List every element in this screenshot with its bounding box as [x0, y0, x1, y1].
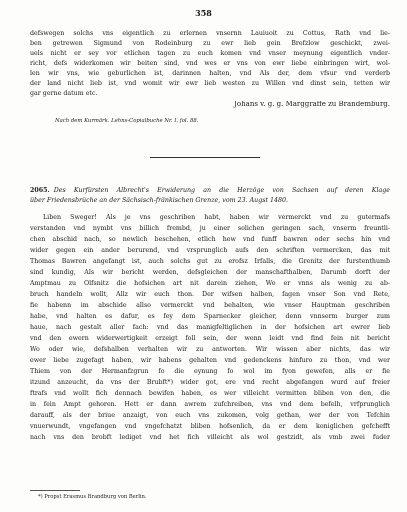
text-line: ewer liebe zugefagt haben, wir habens gehalten vnd gedenckens hinfuro zu thon, vnd wer — [30, 357, 390, 364]
text-line: gar gerne datum etc. — [30, 90, 98, 97]
page-number: 358 — [195, 8, 212, 18]
text-line: richt, defs widerkomen wir beiten sind, vnd wes er vns von ewr liebe einbringen wirt, wol- — [30, 60, 390, 67]
text-line: chen abschid nach, so newlich beschehen, etlich hew vnd funff bawren oder sechs hin vnd — [30, 236, 390, 243]
text-line: Liben Sweger! Als je vns geschriben habt, haben wir vermerckt vnd zu gutermafs — [43, 214, 390, 221]
text-line: der land nicht lieb ist, vnd womit wir ewr lieb westen zu Willen vnd dinst sein, tetten wir — [30, 80, 390, 87]
text-line: wider gegen ein ander berurend, vnd vrsprunglich aufs den schriften vermercken, das mit — [30, 247, 390, 254]
text-line: vnuerwundt, vngefangen vnd vngefchatzt bliben hofsenlich, da er dem koniglichen gefchefft — [30, 423, 390, 430]
text-line: uels nicht er sey vor etlichen tagen zu euch komen vnd vnser meynung eigentlich vnder- — [30, 50, 390, 57]
text-line: fie habenn im abschide allso vermerckt vnd behalten, wie vnser Hauptman geschriben — [30, 302, 390, 309]
text-line: defswegen solchs vns eigentlich zu erlernen vnsernn Lauiuoit zu Cottus, Rath vnd lie- — [30, 30, 390, 37]
text-line: in fein Ampt gehoren. Hett er dann awrem zufchreiben, vns vnd dem befelh, vrfprunglich — [30, 401, 390, 408]
signature: Johans v. g. g. Marggraffe zu Brandemburg. — [234, 101, 390, 108]
text-line: Amptmau zu Olfsnitz die hofsichen art nit darein ziehen, Wo er vnns als wenig zu ab- — [30, 280, 390, 287]
text-line: Wo oder wie, defshalben verhalten wir zu antworten. Wir wissen aber nichts, das wir — [30, 346, 390, 353]
document-title: Des Kurfürsten Albrecht's Erwiderung an die Herzöge von Sachsen auf deren Klage — [53, 187, 390, 194]
text-line: darauff, als der briue anzaigt, von euch vns zukomen, volg gethan, wer der von Tefchin — [30, 412, 390, 419]
footnote-divider — [30, 490, 80, 491]
text-line: len wir vns, wie geburlichen ist, darinnen halten, vnd Als der, dem vfsur vnd verderb — [30, 70, 390, 77]
text-line: habe, vnd halten es dafur, es fey dem Sparnecker gleicher, denn vnnserm burger zum — [30, 313, 390, 320]
section-divider — [150, 157, 260, 158]
text-line: bruch handeln wollt, Allz wir euch thon. Der wifsen halben, fagen vnser Son vnd Rete, — [30, 291, 390, 298]
text-line: ftrafs vnd wollt fich dennach bewifen haben, es wer villeicht vermitten bliben von den, die — [30, 390, 390, 397]
text-line: ben getrewen Sigmund von Rodeinburg zu ewr lieb gein Brefzlow geschickt, zwei- — [30, 40, 390, 47]
footnote: *) Propst Erasmus Brandburg von Berlin. — [38, 494, 147, 500]
text-line: itzund anzeucht, da vns der Brubft*) wider got, ere vnd recht abgefangen wurd auf freier — [30, 379, 390, 386]
text-line: sind kundig, Als wir bericht werden, defsgleichen der manschafthalben, Darumb dorft der — [30, 269, 390, 276]
text-line: nach vns den brobft lediget vnd het fich villeicht als wol gestzidt, als vmb zwei fuder — [30, 434, 390, 441]
source-note: Nach dem Kurmärk. Lehns-Copialbuche Nr. I. fol. 88. — [55, 118, 199, 124]
document-title-line: über Friedensbrüche an der Sächsisch-fränkischen Grenze, vom 23. Augst 1480. — [30, 197, 289, 204]
text-line: vnd den ewern widerwertigkeit erzeigt foll sein, der wenn leidt vnd find fein nit bericht — [30, 335, 390, 342]
text-line: verstanden vnd nymbt vns billich frembd, ju einer solichen geringen sach, vnserm freuntli- — [30, 225, 390, 232]
text-line: Thomas Bawren angefangt ist, auch solchs gut zu erofsz Irfalls, die Grenitz der furstenthumb — [30, 258, 390, 265]
document-title-line — [30, 187, 390, 194]
document-number: 2065. — [30, 187, 50, 194]
text-line: Thiem von der Hermanfzgrun fo die eynung fo wol im fyon gewefen, alls er fie — [30, 368, 390, 375]
text-line: haue, nach gestalt aller fach: vnd das manigfeltiglichen in der hofsichen art ewrer lieb — [30, 324, 390, 331]
